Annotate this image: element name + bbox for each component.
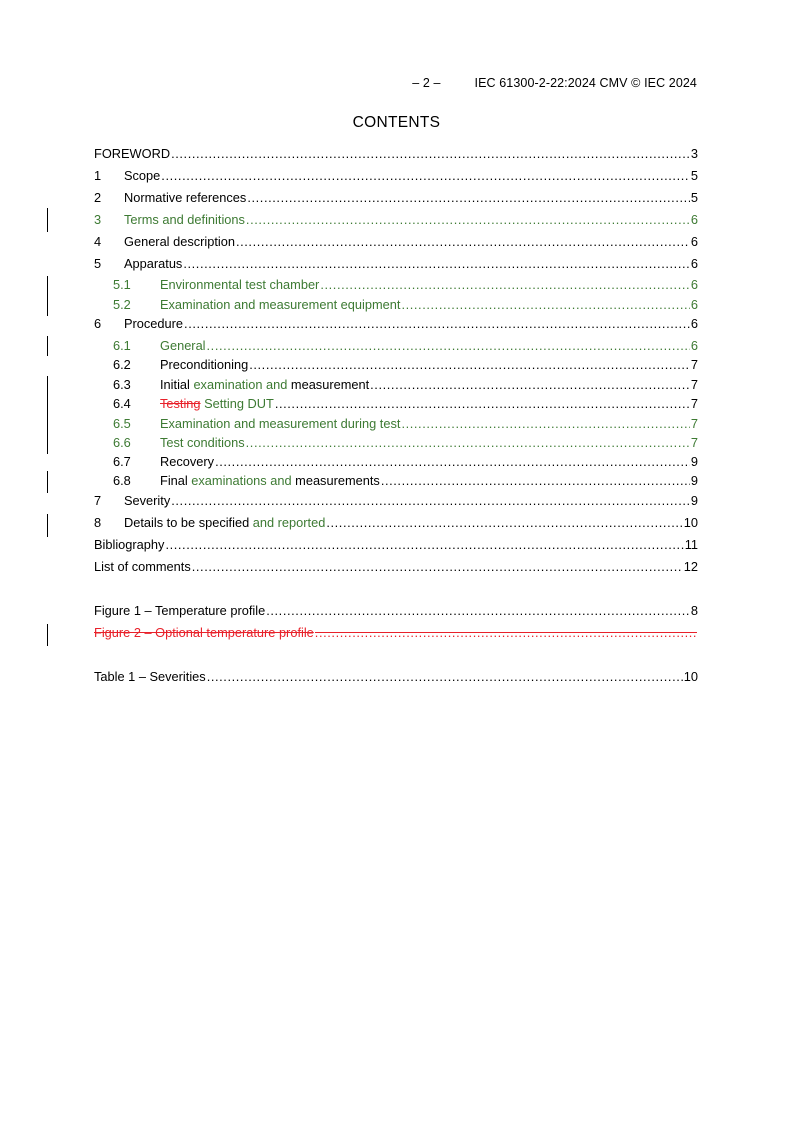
leader-dots	[401, 297, 689, 313]
toc-number: 6.5	[113, 416, 131, 431]
figure-label: Figure 1 – Temperature profile	[94, 603, 266, 618]
change-bar	[47, 208, 48, 232]
figure-entry-deleted[interactable]	[94, 625, 698, 641]
toc-page: 6	[690, 297, 698, 312]
toc-entry-general[interactable]	[94, 338, 698, 354]
toc-page: 7	[690, 396, 698, 411]
label-added: Setting DUT	[200, 396, 274, 411]
page-title: CONTENTS	[352, 114, 441, 131]
toc-page: 5	[690, 190, 698, 205]
toc-label: Scope	[124, 168, 161, 183]
toc-entry-preconditioning[interactable]	[94, 357, 698, 373]
toc-number: 6.8	[113, 473, 131, 488]
leader-dots	[326, 515, 682, 531]
toc-number: 6.2	[113, 357, 131, 372]
toc-label: General	[160, 338, 206, 353]
toc-label: Environmental test chamber	[160, 277, 320, 292]
table-label: Table 1 – Severities	[94, 669, 206, 684]
leader-dots	[370, 377, 690, 393]
leader-dots	[266, 603, 690, 619]
toc-label: Recovery	[160, 454, 215, 469]
toc-entry-terms-and-definitions[interactable]	[94, 212, 698, 228]
change-bar	[47, 624, 48, 646]
toc-page: 6	[690, 256, 698, 271]
toc-entry-severity[interactable]	[94, 493, 698, 509]
toc-entry-list-of-comments[interactable]	[94, 559, 698, 575]
table-page: 10	[683, 669, 698, 684]
toc-number: 3	[94, 212, 102, 227]
toc-number: 1	[94, 168, 102, 183]
label-added: examination and	[193, 377, 288, 392]
toc-entry-setting-dut[interactable]	[94, 396, 698, 412]
toc-number: 6.4	[113, 396, 131, 411]
toc-label: Normative references	[124, 190, 247, 205]
leader-dots	[247, 190, 690, 206]
leader-dots	[246, 212, 690, 228]
label-part: Details to be specified	[124, 515, 253, 530]
change-bar	[47, 276, 48, 316]
leader-dots	[161, 168, 690, 184]
toc-number: 6.1	[113, 338, 131, 353]
document-id: IEC 61300-2-22:2024 CMV © IEC 2024	[474, 76, 697, 90]
figure-label: Figure 2 – Optional temperature profile	[94, 625, 314, 640]
toc-page: 6	[690, 338, 698, 353]
leader-dots	[171, 493, 690, 509]
toc-page: 9	[690, 473, 698, 488]
label-part: Initial	[160, 377, 194, 392]
toc-label: Preconditioning	[160, 357, 249, 372]
toc-label: Examination and measurement equipment	[160, 297, 401, 312]
toc-page: 7	[690, 377, 698, 392]
toc-label: Test conditions	[160, 435, 245, 450]
leader-dots	[315, 625, 697, 641]
leader-dots	[401, 416, 689, 432]
page-header	[412, 76, 697, 90]
leader-dots	[184, 316, 690, 332]
toc-page: 10	[683, 515, 698, 530]
change-bar	[47, 376, 48, 454]
toc-page: 7	[690, 357, 698, 372]
toc-entry-details-specified[interactable]	[94, 515, 698, 531]
toc-number: 5.1	[113, 277, 131, 292]
toc-entry-test-conditions[interactable]	[94, 435, 698, 451]
leader-dots	[215, 454, 690, 470]
toc-number: 5.2	[113, 297, 131, 312]
toc-number: 6.7	[113, 454, 131, 469]
toc-page: 9	[690, 493, 698, 508]
toc-label: Procedure	[124, 316, 184, 331]
toc-label	[124, 515, 325, 531]
leader-dots	[275, 396, 690, 412]
toc-page: 7	[690, 435, 698, 450]
label-added: and reported	[252, 515, 326, 530]
toc-label: General description	[124, 234, 235, 249]
toc-number: 7	[94, 493, 102, 508]
toc-page: 12	[683, 559, 698, 574]
leader-dots	[165, 537, 683, 553]
toc-number: 8	[94, 515, 102, 530]
toc-page: 6	[690, 234, 698, 249]
toc-label	[160, 473, 380, 489]
toc-page: 3	[690, 146, 698, 161]
toc-entry-recovery[interactable]	[94, 454, 698, 470]
toc-entry-general-description[interactable]	[94, 234, 698, 250]
leader-dots	[207, 338, 690, 354]
toc-number: 5	[94, 256, 102, 271]
label-deleted: Testing	[160, 396, 201, 411]
leader-dots	[249, 357, 690, 373]
toc-page: 9	[690, 454, 698, 469]
toc-number: 4	[94, 234, 102, 249]
toc-entry-examination-equipment[interactable]	[94, 297, 698, 313]
table-entry[interactable]	[94, 669, 698, 685]
leader-dots	[246, 435, 690, 451]
toc-entry-normative-references[interactable]	[94, 190, 698, 206]
toc-entry-bibliography[interactable]	[94, 537, 698, 553]
toc-entry-foreword[interactable]	[94, 146, 698, 162]
toc-number: 6	[94, 316, 102, 331]
toc-entry-procedure[interactable]	[94, 316, 698, 332]
toc-number: 2	[94, 190, 102, 205]
leader-dots	[207, 669, 683, 685]
toc-entry-examination-during-test[interactable]	[94, 416, 698, 432]
leader-dots	[171, 146, 690, 162]
page-number: – 2 –	[412, 76, 441, 90]
toc-label: Severity	[124, 493, 171, 508]
label-part: measurement	[287, 377, 370, 392]
toc-label: Apparatus	[124, 256, 183, 271]
leader-dots	[183, 256, 690, 272]
label-added: examinations and	[191, 473, 292, 488]
toc-label	[160, 377, 369, 393]
toc-label: List of comments	[94, 559, 191, 574]
toc-number: 6.3	[113, 377, 131, 392]
label-part: measurements	[291, 473, 380, 488]
toc-label: Bibliography	[94, 537, 165, 552]
toc-page: 6	[690, 212, 698, 227]
toc-number: 6.6	[113, 435, 131, 450]
leader-dots	[320, 277, 690, 293]
toc-label: Examination and measurement during test	[160, 416, 401, 431]
toc-entry-apparatus[interactable]	[94, 256, 698, 272]
figure-entry[interactable]	[94, 603, 698, 619]
toc-entry-environmental-test-chamber[interactable]	[94, 277, 698, 293]
figure-page: 8	[690, 603, 698, 618]
leader-dots	[236, 234, 690, 250]
toc-label	[160, 396, 274, 412]
toc-page: 11	[684, 537, 698, 552]
change-bar	[47, 471, 48, 493]
change-bar	[47, 514, 48, 537]
toc-page: 5	[690, 168, 698, 183]
toc-entry-scope[interactable]	[94, 168, 698, 184]
leader-dots	[192, 559, 683, 575]
toc-page: 7	[690, 416, 698, 431]
toc-entry-initial-examination[interactable]	[94, 377, 698, 393]
leader-dots	[381, 473, 690, 489]
toc-page: 6	[690, 316, 698, 331]
toc-label: FOREWORD	[94, 146, 171, 161]
label-part: Final	[160, 473, 192, 488]
change-bar	[47, 336, 48, 356]
toc-page: 6	[690, 277, 698, 292]
toc-entry-final-examinations[interactable]	[94, 473, 698, 489]
toc-label: Terms and definitions	[124, 212, 245, 227]
